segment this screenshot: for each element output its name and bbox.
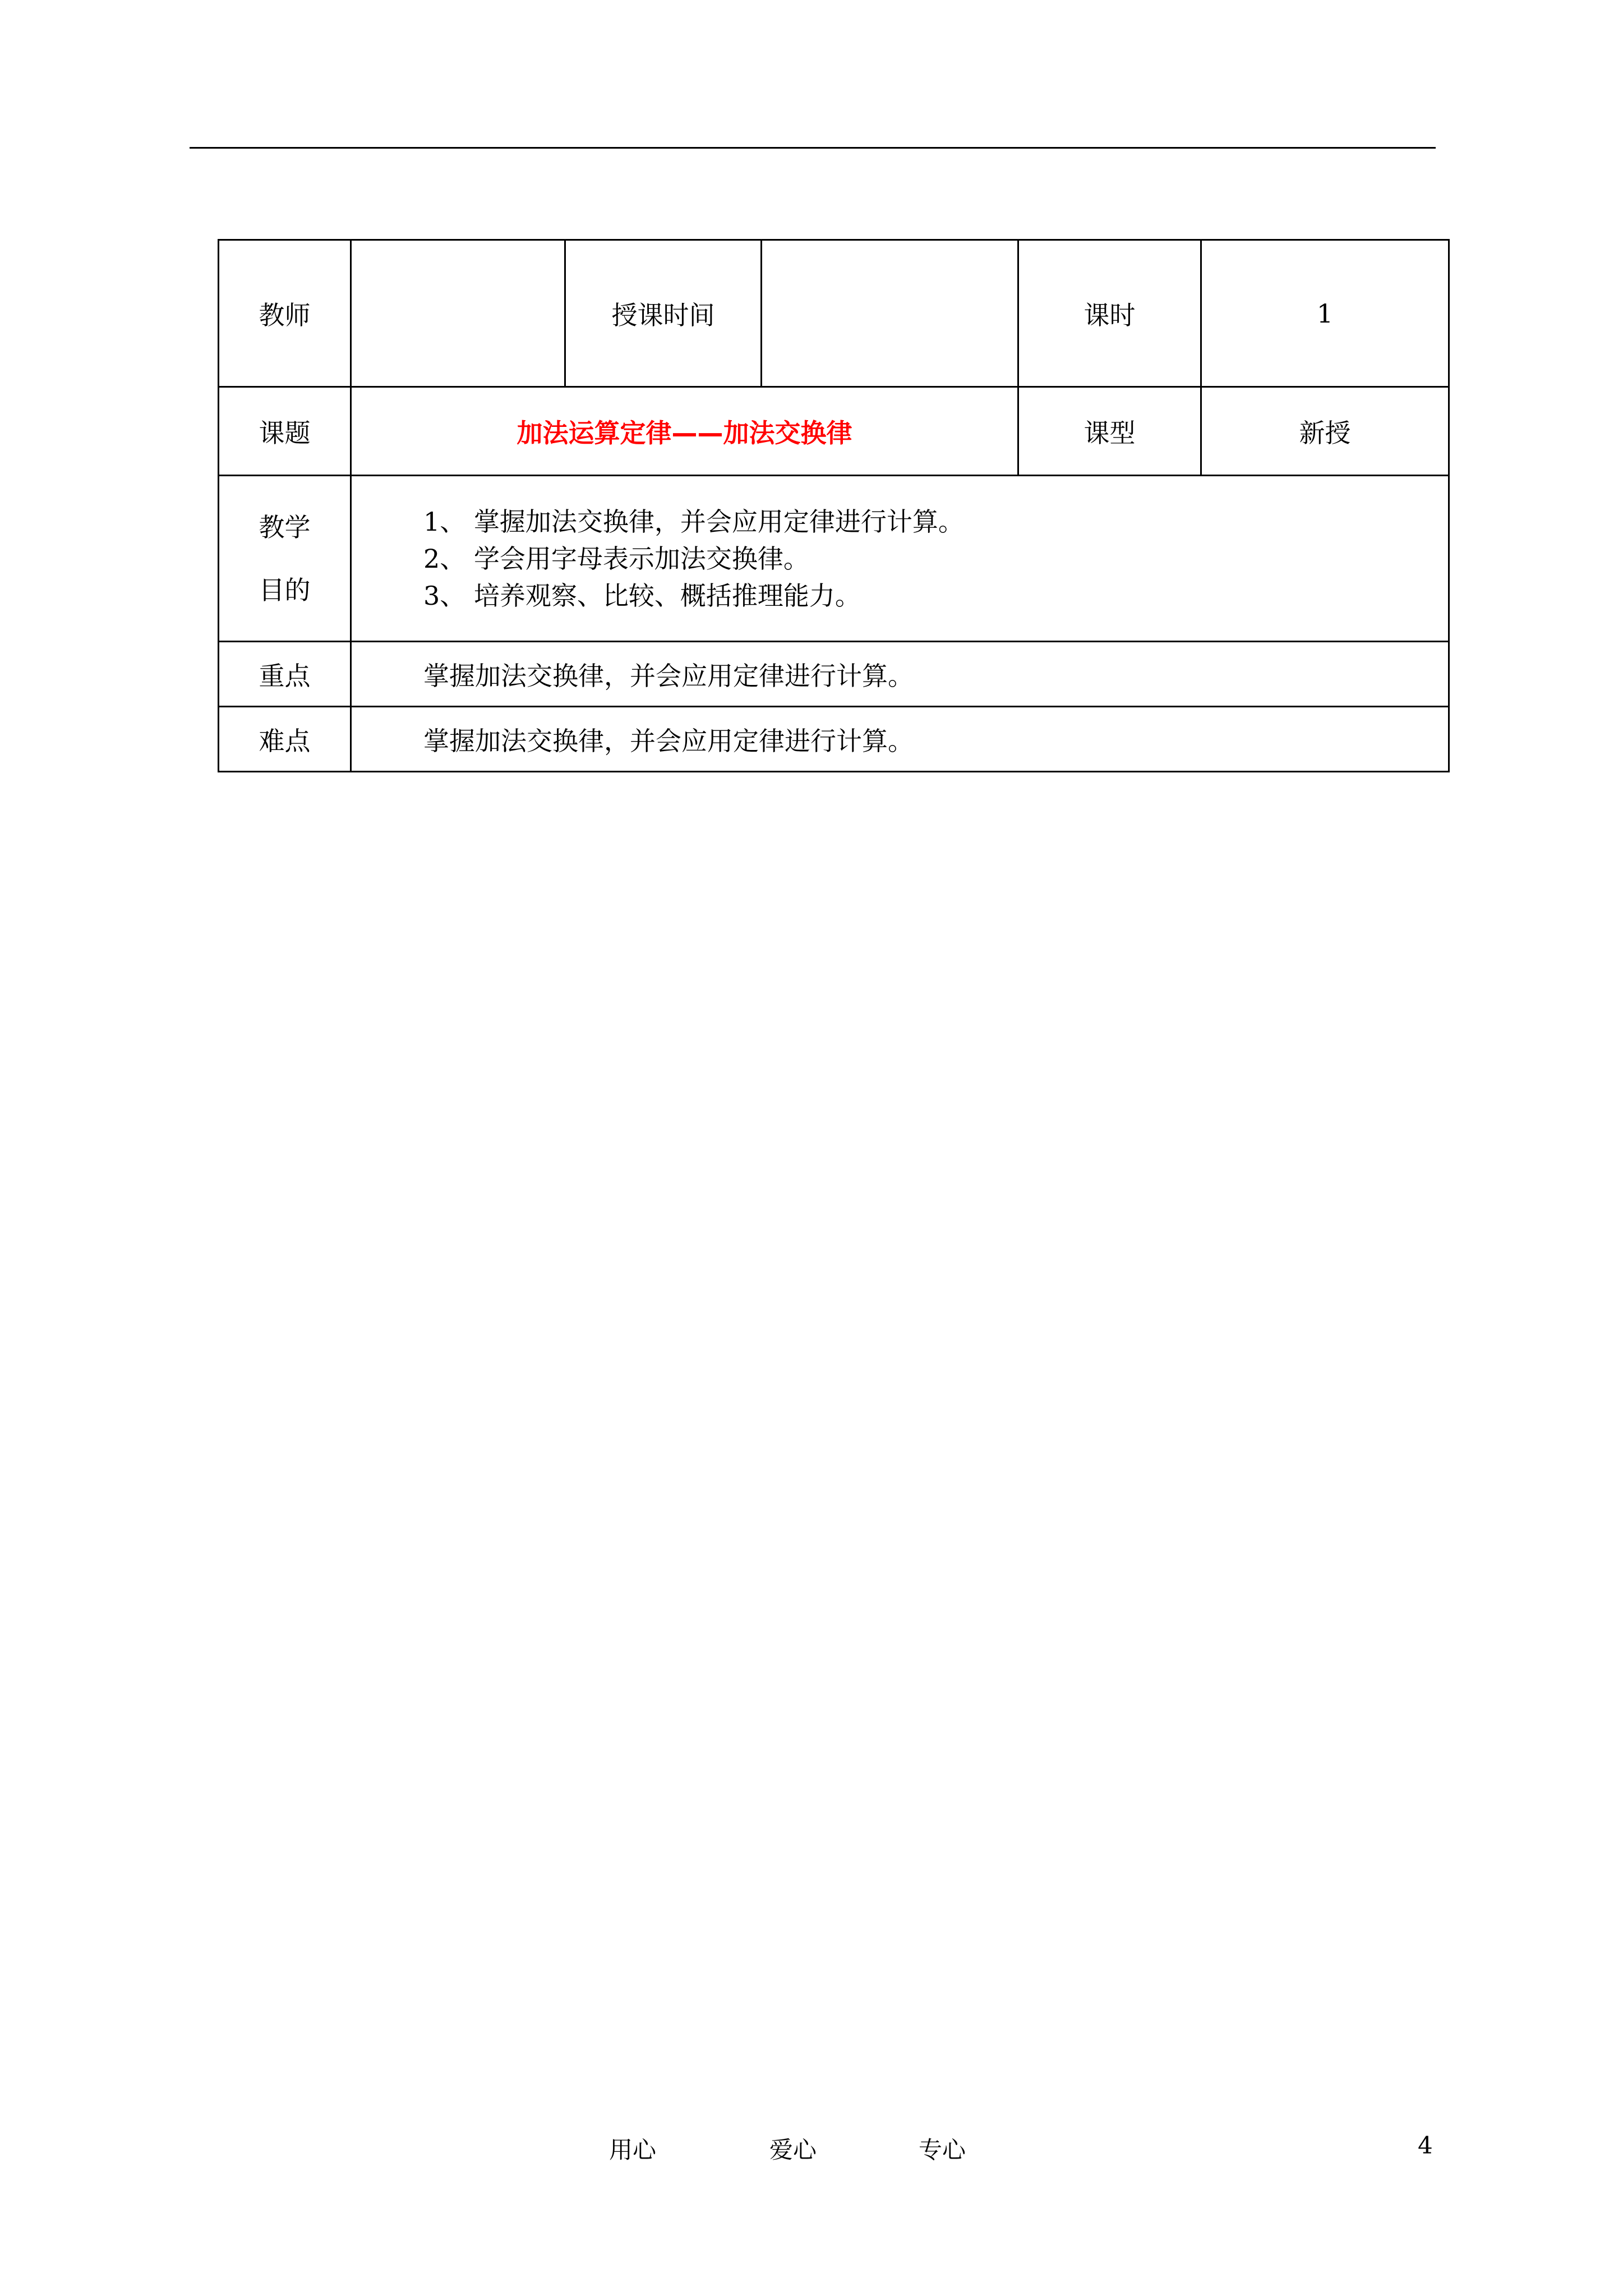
goals-label-line2: 目的 (259, 574, 311, 605)
difficulty-label: 难点 (219, 707, 351, 772)
row-key-point (219, 642, 1449, 707)
goals-list (351, 476, 1449, 642)
topic-title: 加法运算定律——加法交换律 (351, 387, 1018, 476)
key-label: 重点 (219, 642, 351, 707)
type-value: 新授 (1201, 387, 1449, 476)
periods-label: 课时 (1018, 240, 1201, 387)
header-rule (190, 147, 1436, 149)
row-difficulty (219, 707, 1449, 772)
difficulty-value: 掌握加法交换律，并会应用定律进行计算。 (351, 707, 1449, 772)
goals-label-line1: 教学 (259, 512, 311, 542)
lesson-plan-table (218, 239, 1450, 772)
row-goals (219, 476, 1449, 642)
goals-label (219, 476, 351, 642)
teacher-label: 教师 (219, 240, 351, 387)
footer-word-1: 用心 (609, 2136, 657, 2164)
row-teacher (219, 240, 1449, 387)
goal-item: 1、 掌握加法交换律，并会应用定律进行计算。 (423, 506, 964, 537)
periods-value: 1 (1201, 240, 1449, 387)
time-value (762, 240, 1018, 387)
type-label: 课型 (1018, 387, 1201, 476)
footer-word-3: 专心 (919, 2136, 966, 2164)
page-number: 4 (1418, 2132, 1433, 2159)
teacher-value (351, 240, 565, 387)
goal-item: 3、 培养观察、比较、概括推理能力。 (423, 580, 861, 611)
row-topic (219, 387, 1449, 476)
key-value: 掌握加法交换律，并会应用定律进行计算。 (351, 642, 1449, 707)
time-label: 授课时间 (565, 240, 762, 387)
topic-label: 课题 (219, 387, 351, 476)
footer-word-2: 爱心 (769, 2136, 817, 2164)
goal-item: 2、 学会用字母表示加法交换律。 (423, 543, 809, 574)
